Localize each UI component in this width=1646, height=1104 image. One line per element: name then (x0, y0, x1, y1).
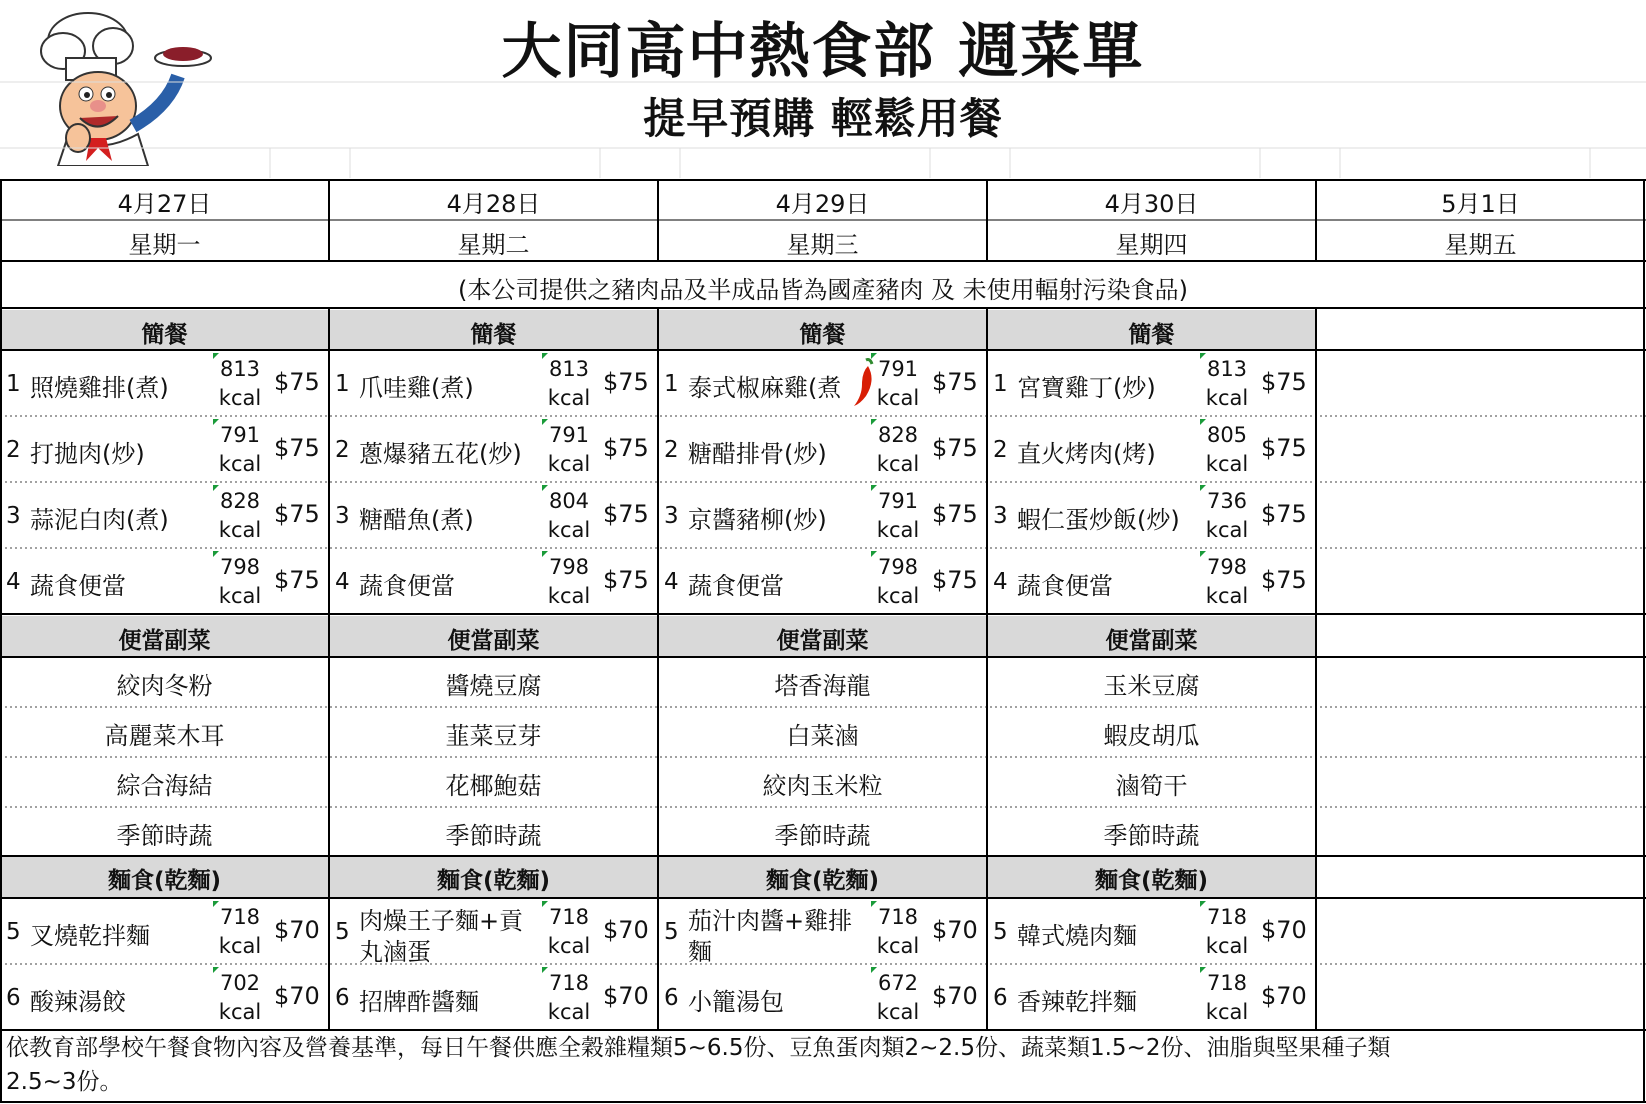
side-dish: 韮菜豆芽 (445, 722, 542, 750)
side-dish: 綜合海結 (116, 772, 213, 800)
kcal-value: 718 (1206, 905, 1248, 929)
item-number: 2 (6, 437, 21, 463)
item-number: 3 (664, 503, 679, 529)
dish-name: 蔥爆豬五花(炒) (359, 440, 522, 468)
dish-price: $70 (274, 982, 320, 1010)
kcal-value: 798 (1206, 555, 1248, 579)
item-number: 5 (993, 919, 1008, 945)
dish-name: 香辣乾拌麵 (1017, 988, 1137, 1016)
nutrition-note-line2: 2.5~3份。 (6, 1069, 123, 1095)
section-header-simple: 簡餐 (1128, 322, 1175, 348)
dish-price: $70 (932, 982, 978, 1010)
dish-price: $75 (603, 566, 649, 594)
item-number: 6 (6, 985, 21, 1011)
dish-price: $75 (1261, 434, 1307, 462)
dish-price: $70 (932, 916, 978, 944)
kcal-unit: kcal (218, 386, 262, 410)
dish-price: $75 (274, 368, 320, 396)
pork-origin-notice: (本公司提供之豬肉品及半成品皆為國產豬肉 及 未使用輻射污染食品) (458, 276, 1188, 304)
kcal-value: 672 (877, 971, 919, 995)
item-number: 1 (993, 371, 1008, 397)
dish-name: 蔬食便當 (359, 572, 455, 600)
side-dish: 滷筍干 (1115, 772, 1188, 800)
kcal-unit: kcal (218, 518, 262, 542)
dish-price: $75 (274, 434, 320, 462)
side-dish: 絞肉冬粉 (116, 672, 213, 700)
item-number: 3 (335, 503, 350, 529)
side-dish: 醬燒豆腐 (445, 672, 542, 700)
kcal-value: 702 (219, 971, 261, 995)
kcal-unit: kcal (1205, 518, 1249, 542)
chili-pepper-icon (852, 358, 878, 408)
side-dish: 季節時蔬 (445, 822, 542, 850)
kcal-unit: kcal (1205, 584, 1249, 608)
day-date: 4月27日 (117, 190, 212, 218)
day-date: 4月28日 (446, 190, 541, 218)
item-number: 5 (664, 919, 679, 945)
dish-price: $70 (603, 916, 649, 944)
kcal-unit: kcal (547, 1000, 591, 1024)
dish-name: 直火烤肉(烤) (1017, 440, 1156, 468)
side-dish: 塔香海龍 (774, 672, 871, 700)
kcal-unit: kcal (218, 1000, 262, 1024)
dish-price: $75 (932, 500, 978, 528)
item-number: 1 (664, 371, 679, 397)
kcal-value: 791 (877, 489, 919, 513)
dish-price: $75 (603, 434, 649, 462)
dish-name: 爪哇雞(煮) (359, 374, 474, 402)
dish-price: $70 (274, 916, 320, 944)
dish-price: $75 (1261, 500, 1307, 528)
dish-name: 糖醋魚(煮) (359, 506, 474, 534)
item-number: 4 (664, 569, 679, 595)
section-header-noodles: 麵食(乾麵) (765, 868, 880, 894)
item-number: 4 (993, 569, 1008, 595)
dish-price: $75 (932, 434, 978, 462)
kcal-value: 791 (219, 423, 261, 447)
dish-name: 蔬食便當 (30, 572, 126, 600)
dish-name-line1: 肉燥王子麵+貢 (359, 907, 524, 935)
kcal-unit: kcal (1205, 1000, 1249, 1024)
dish-name: 蔬食便當 (688, 572, 784, 600)
dish-price: $70 (1261, 982, 1307, 1010)
side-dish: 高麗菜木耳 (104, 722, 225, 750)
kcal-unit: kcal (547, 452, 591, 476)
kcal-unit: kcal (547, 518, 591, 542)
kcal-value: 813 (1206, 357, 1248, 381)
dish-name: 叉燒乾拌麵 (30, 922, 150, 950)
side-dish: 蝦皮胡瓜 (1103, 722, 1200, 750)
section-header-simple: 簡餐 (141, 322, 188, 348)
dish-price: $75 (932, 368, 978, 396)
kcal-value: 791 (548, 423, 590, 447)
side-dish: 絞肉玉米粒 (762, 772, 883, 800)
dish-price: $70 (1261, 916, 1307, 944)
kcal-value: 791 (877, 357, 919, 381)
dish-name: 蝦仁蛋炒飯(炒) (1017, 506, 1180, 534)
kcal-value: 798 (219, 555, 261, 579)
kcal-value: 828 (219, 489, 261, 513)
section-header-noodles: 麵食(乾麵) (436, 868, 551, 894)
kcal-unit: kcal (1205, 452, 1249, 476)
side-dish: 玉米豆腐 (1103, 672, 1200, 700)
day-weekday: 星期四 (1115, 231, 1188, 259)
section-header-sides: 便當副菜 (1105, 628, 1198, 654)
dish-name: 韓式燒肉麵 (1017, 922, 1137, 950)
dish-name-line2: 麵 (688, 938, 712, 966)
dish-price: $75 (1261, 566, 1307, 594)
day-date: 4月29日 (775, 190, 870, 218)
kcal-unit: kcal (1205, 386, 1249, 410)
kcal-value: 828 (877, 423, 919, 447)
dish-name: 泰式椒麻雞(煮 (688, 374, 842, 402)
day-date: 4月30日 (1104, 190, 1199, 218)
dish-name: 宮寶雞丁(炒) (1017, 374, 1156, 402)
kcal-unit: kcal (547, 934, 591, 958)
kcal-value: 718 (1206, 971, 1248, 995)
item-number: 4 (335, 569, 350, 595)
page-subtitle: 提早預購 輕鬆用餐 (643, 94, 1003, 143)
kcal-unit: kcal (876, 518, 920, 542)
day-weekday: 星期五 (1444, 231, 1517, 259)
side-dish: 季節時蔬 (774, 822, 871, 850)
day-weekday: 星期三 (786, 231, 859, 259)
item-number: 2 (664, 437, 679, 463)
kcal-unit: kcal (1205, 934, 1249, 958)
kcal-unit: kcal (876, 584, 920, 608)
kcal-value: 813 (219, 357, 261, 381)
kcal-unit: kcal (547, 584, 591, 608)
kcal-value: 804 (548, 489, 590, 513)
side-dish: 花椰鮑菇 (445, 772, 542, 800)
section-header-noodles: 麵食(乾麵) (107, 868, 222, 894)
dish-name: 酸辣湯餃 (30, 988, 126, 1016)
dish-name: 照燒雞排(煮) (30, 374, 169, 402)
kcal-value: 813 (548, 357, 590, 381)
item-number: 6 (664, 985, 679, 1011)
dish-price: $75 (932, 566, 978, 594)
item-number: 1 (335, 371, 350, 397)
dish-price: $75 (274, 566, 320, 594)
side-dish: 季節時蔬 (116, 822, 213, 850)
kcal-unit: kcal (876, 934, 920, 958)
side-dish: 季節時蔬 (1103, 822, 1200, 850)
section-header-sides: 便當副菜 (776, 628, 869, 654)
page-title: 大同高中熱食部 週菜單 (501, 17, 1145, 87)
section-header-sides: 便當副菜 (447, 628, 540, 654)
kcal-value: 798 (877, 555, 919, 579)
item-number: 3 (6, 503, 21, 529)
section-header-noodles: 麵食(乾麵) (1094, 868, 1209, 894)
day-weekday: 星期一 (128, 231, 201, 259)
dish-price: $75 (274, 500, 320, 528)
kcal-unit: kcal (876, 1000, 920, 1024)
dish-name: 招牌酢醬麵 (359, 988, 479, 1016)
kcal-value: 798 (548, 555, 590, 579)
dish-price: $75 (603, 368, 649, 396)
item-number: 2 (993, 437, 1008, 463)
item-number: 6 (335, 985, 350, 1011)
side-dish: 白菜滷 (786, 722, 859, 750)
dish-name: 京醬豬柳(炒) (688, 506, 827, 534)
kcal-unit: kcal (876, 386, 920, 410)
dish-name: 糖醋排骨(炒) (688, 440, 827, 468)
kcal-unit: kcal (876, 452, 920, 476)
section-header-simple: 簡餐 (799, 322, 846, 348)
kcal-value: 736 (1206, 489, 1248, 513)
item-number: 4 (6, 569, 21, 595)
dish-price: $75 (603, 500, 649, 528)
dish-name: 小籠湯包 (688, 988, 784, 1016)
item-number: 5 (335, 919, 350, 945)
section-header-simple: 簡餐 (470, 322, 517, 348)
item-number: 2 (335, 437, 350, 463)
kcal-unit: kcal (547, 386, 591, 410)
kcal-unit: kcal (218, 934, 262, 958)
section-header-sides: 便當副菜 (118, 628, 211, 654)
kcal-value: 718 (877, 905, 919, 929)
item-number: 3 (993, 503, 1008, 529)
kcal-value: 718 (548, 971, 590, 995)
kcal-value: 718 (219, 905, 261, 929)
dish-name: 蒜泥白肉(煮) (30, 506, 169, 534)
dish-name-line2: 丸滷蛋 (359, 938, 431, 966)
day-weekday: 星期二 (457, 231, 530, 259)
kcal-unit: kcal (218, 584, 262, 608)
dish-name: 蔬食便當 (1017, 572, 1113, 600)
kcal-value: 805 (1206, 423, 1248, 447)
kcal-value: 718 (548, 905, 590, 929)
dish-price: $70 (603, 982, 649, 1010)
dish-name-line1: 茄汁肉醬+雞排 (688, 907, 853, 935)
day-date: 5月1日 (1441, 190, 1520, 218)
kcal-unit: kcal (218, 452, 262, 476)
item-number: 1 (6, 371, 21, 397)
nutrition-note-line1: 依教育部學校午餐食物內容及營養基準，每日午餐供應全穀雜糧類5~6.5份、豆魚蛋肉類2~2.5份、蔬菜類1.5~2份、油脂與堅果種子類 (6, 1035, 1391, 1061)
item-number: 6 (993, 985, 1008, 1011)
dish-price: $75 (1261, 368, 1307, 396)
item-number: 5 (6, 919, 21, 945)
dish-name: 打拋肉(炒) (30, 440, 145, 468)
